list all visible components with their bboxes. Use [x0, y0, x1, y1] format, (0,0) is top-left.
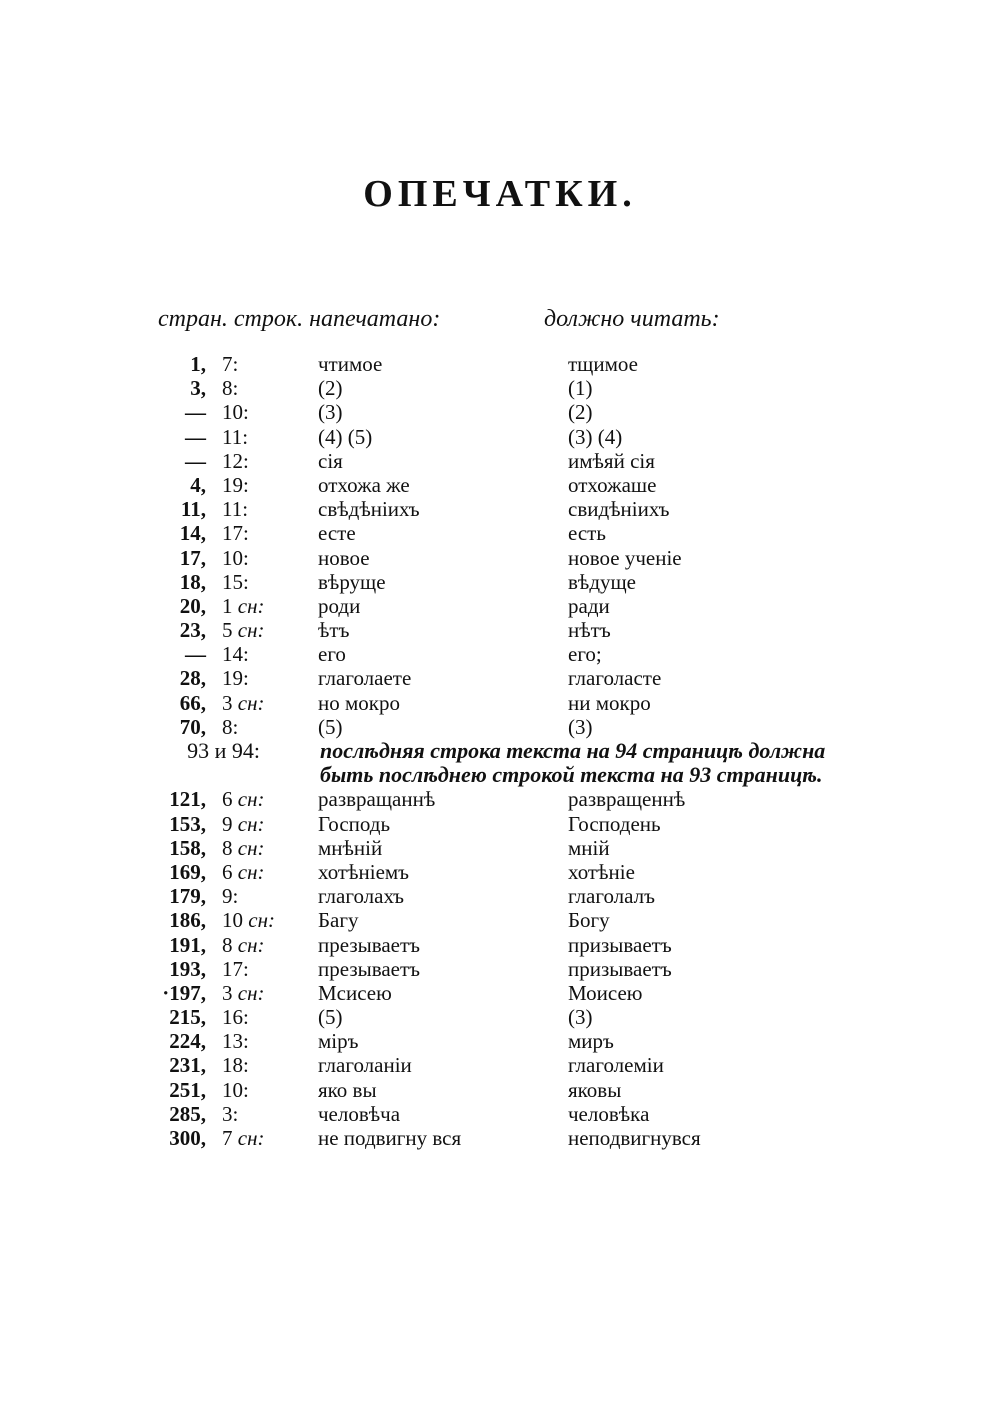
row-page-number: ·197, [162, 980, 206, 1005]
row-correct-text: развращеннѣ [568, 787, 686, 812]
table-row [0, 425, 1000, 449]
row-line-value: 7: [222, 352, 239, 376]
table-row [0, 618, 1000, 642]
row-line-value: 8 [222, 835, 233, 860]
row-line-value: 1 [222, 593, 233, 618]
row-page-number: 70, [179, 714, 206, 739]
row-page-number: 191, [169, 932, 206, 957]
row-printed-text: вѣруще [318, 569, 386, 594]
row-line-value: 10 [222, 908, 243, 933]
row-line-number [222, 1029, 312, 1053]
row-page-number: 224, [169, 1029, 206, 1054]
row-line-number [222, 546, 312, 570]
row-correct-text: есть [568, 521, 606, 546]
row-correct-text: хотѣніе [568, 859, 635, 884]
row-line-value: 19: [222, 666, 249, 691]
table-row [0, 957, 1000, 981]
row-correct-text: (3) [568, 1005, 593, 1030]
row-line-number [222, 473, 312, 497]
row-line-from-bottom-mark: сн: [237, 1126, 265, 1150]
row-line-number [222, 981, 312, 1005]
row-line-number [222, 908, 312, 932]
table-row [0, 352, 1000, 376]
row-line-value: 18: [222, 1053, 249, 1078]
row-page-number: 1, [190, 352, 206, 376]
row-line-number [222, 449, 312, 473]
table-row [0, 666, 1000, 690]
table-row [0, 1126, 1000, 1150]
row-page-number: — [185, 642, 206, 667]
row-line-value: 5 [222, 618, 233, 643]
row-page-number: 186, [169, 908, 206, 933]
table-row [0, 981, 1000, 1005]
row-page-number: 4, [190, 472, 206, 497]
row-line-value: 7 [222, 1126, 233, 1150]
row-correct-text: свидѣніихъ [568, 497, 670, 522]
row-line-from-bottom-mark: сн: [237, 618, 265, 643]
row-correct-text: (3) (4) [568, 424, 623, 449]
row-page-number: 231, [169, 1053, 206, 1078]
row-line-value: 8: [222, 714, 239, 739]
row-line-from-bottom-mark: сн: [237, 835, 265, 860]
row-page-number: 179, [169, 884, 206, 909]
row-line-value: 10: [222, 545, 249, 570]
row-printed-text: яко вы [318, 1077, 377, 1102]
row-line-number [222, 594, 312, 618]
row-line-number [222, 715, 312, 739]
note-text-line-2: быть послѣднею строкой текста на 93 страницѣ. [320, 762, 823, 788]
table-row [0, 812, 1000, 836]
row-page-number: 251, [169, 1077, 206, 1102]
row-line-number [222, 884, 312, 908]
row-line-number [222, 812, 312, 836]
table-row [0, 1005, 1000, 1029]
row-line-number [222, 933, 312, 957]
row-line-value: 15: [222, 569, 249, 594]
row-printed-text: презываетъ [318, 956, 421, 981]
row-page-number: 169, [169, 859, 206, 884]
row-line-number [222, 618, 312, 642]
row-line-from-bottom-mark: сн: [237, 690, 265, 715]
row-line-value: 11: [222, 497, 249, 522]
row-page-number: 18, [179, 569, 206, 594]
row-line-number [222, 642, 312, 666]
row-correct-text: (1) [568, 376, 593, 401]
row-line-number [222, 1126, 312, 1150]
row-correct-text: глаголеміи [568, 1053, 664, 1078]
errata-note-row [0, 739, 1000, 763]
table-row [0, 497, 1000, 521]
table-row [0, 521, 1000, 545]
row-printed-text: хотѣніемъ [318, 859, 410, 884]
row-printed-text: сія [318, 448, 343, 473]
row-page-number: 121, [169, 787, 206, 812]
row-page-number: 11, [180, 497, 206, 522]
table-row [0, 908, 1000, 932]
row-correct-text: (2) [568, 400, 593, 425]
row-line-value: 10: [222, 400, 249, 425]
row-line-from-bottom-mark: сн: [237, 859, 265, 884]
row-page-number: 285, [169, 1101, 206, 1126]
table-row [0, 376, 1000, 400]
row-correct-text: новое ученіе [568, 545, 682, 570]
row-line-from-bottom-mark: сн: [237, 980, 265, 1005]
table-row [0, 570, 1000, 594]
row-printed-text: Мсисею [318, 980, 392, 1005]
table-row [0, 546, 1000, 570]
row-page-number: 28, [179, 666, 206, 691]
row-line-number [222, 352, 312, 376]
row-page-number: 3, [190, 376, 206, 401]
row-line-value: 3 [222, 980, 233, 1005]
row-correct-text: призываетъ [568, 932, 672, 957]
row-line-number [222, 400, 312, 424]
row-line-number [222, 425, 312, 449]
table-row [0, 884, 1000, 908]
row-correct-text: Богу [568, 908, 610, 933]
row-printed-text: глаголахъ [318, 884, 405, 909]
row-line-number [222, 957, 312, 981]
row-printed-text: роди [318, 593, 361, 618]
row-correct-text: человѣка [568, 1101, 650, 1126]
row-line-number [222, 570, 312, 594]
table-row [0, 836, 1000, 860]
row-line-number [222, 836, 312, 860]
row-correct-text: яковы [568, 1077, 622, 1102]
row-correct-text: его; [568, 642, 602, 667]
errata-table [0, 352, 1000, 1150]
row-line-value: 14: [222, 642, 249, 667]
row-line-value: 6 [222, 859, 233, 884]
table-row [0, 787, 1000, 811]
table-row [0, 1029, 1000, 1053]
table-row [0, 860, 1000, 884]
row-printed-text: мнѣній [318, 835, 383, 860]
note-text-line-1: послѣдняя строка текста на 94 страницѣ должна [320, 738, 826, 763]
row-page-number: — [185, 400, 206, 425]
row-correct-text: ни мокро [568, 690, 651, 715]
row-line-from-bottom-mark: сн: [237, 811, 265, 836]
column-header-printed: стран. строк. напечатано: [158, 306, 441, 332]
row-line-value: 13: [222, 1029, 249, 1054]
table-row [0, 400, 1000, 424]
row-line-number [222, 521, 312, 545]
row-correct-text: глаголалъ [568, 884, 655, 909]
row-printed-text: (5) [318, 1005, 343, 1030]
row-line-number [222, 860, 312, 884]
row-correct-text: призываетъ [568, 956, 672, 981]
row-printed-text: человѣча [318, 1101, 401, 1126]
row-page-number: 66, [179, 690, 206, 715]
row-printed-text: новое [318, 545, 370, 570]
row-printed-text: его [318, 642, 346, 667]
row-printed-text: міръ [318, 1029, 359, 1054]
table-row [0, 642, 1000, 666]
row-line-value: 16: [222, 1005, 249, 1030]
row-page-number: 14, [179, 521, 206, 546]
row-line-from-bottom-mark: сн: [248, 908, 275, 933]
note-pages: 93 и 94: [187, 738, 260, 763]
row-correct-text: мній [568, 835, 610, 860]
row-page-number: 17, [179, 545, 206, 570]
row-correct-text: тщимое [568, 352, 638, 376]
row-printed-text: свѣдѣніихъ [318, 497, 420, 522]
row-line-number [222, 1053, 312, 1077]
row-printed-text: глаголаніи [318, 1053, 412, 1078]
row-printed-text: но мокро [318, 690, 400, 715]
row-line-value: 8 [222, 932, 233, 957]
row-printed-text: есте [318, 521, 356, 546]
row-line-number [222, 1102, 312, 1126]
row-printed-text: (3) [318, 400, 343, 425]
row-page-number: — [185, 424, 206, 449]
table-row [0, 1078, 1000, 1102]
row-page-number: 158, [169, 835, 206, 860]
row-correct-text: Моисею [568, 980, 643, 1005]
row-line-value: 3 [222, 690, 233, 715]
row-correct-text: вѣдуще [568, 569, 636, 594]
errata-rows-first [0, 352, 1000, 739]
row-correct-text: неподвигнувся [568, 1126, 701, 1150]
row-line-number [222, 376, 312, 400]
row-page-number: 153, [169, 811, 206, 836]
row-page-number: 215, [169, 1005, 206, 1030]
row-line-from-bottom-mark: сн: [237, 787, 265, 812]
row-line-value: 10: [222, 1077, 249, 1102]
row-line-number [222, 666, 312, 690]
row-printed-text: чтимое [318, 352, 383, 376]
row-line-value: 17: [222, 521, 249, 546]
row-page-number: — [185, 448, 206, 473]
row-line-value: 3: [222, 1101, 239, 1126]
row-page-number: 20, [179, 593, 206, 618]
row-line-from-bottom-mark: сн: [237, 593, 265, 618]
row-correct-text: имѣяй сія [568, 448, 655, 473]
row-line-number [222, 497, 312, 521]
row-printed-text: (4) (5) [318, 424, 373, 449]
row-correct-text: отхожаше [568, 472, 657, 497]
row-printed-text: глаголаете [318, 666, 412, 691]
table-row [0, 473, 1000, 497]
row-correct-text: глаголасте [568, 666, 662, 691]
row-line-value: 6 [222, 787, 233, 812]
column-header-correct: должно читать: [544, 306, 720, 332]
table-row [0, 933, 1000, 957]
row-printed-text: (5) [318, 714, 343, 739]
errata-note-continuation [0, 763, 1000, 787]
row-correct-text: Господень [568, 811, 661, 836]
row-page-number: 193, [169, 956, 206, 981]
row-printed-text: презываетъ [318, 932, 421, 957]
row-page-number: 23, [179, 618, 206, 643]
row-line-value: 11: [222, 424, 249, 449]
row-printed-text: (2) [318, 376, 343, 401]
row-line-value: 12: [222, 448, 249, 473]
row-line-from-bottom-mark: сн: [237, 932, 265, 957]
row-line-number [222, 1005, 312, 1029]
row-line-value: 9 [222, 811, 233, 836]
table-row [0, 1053, 1000, 1077]
row-printed-text: развращаннѣ [318, 787, 436, 812]
row-printed-text: Багу [318, 908, 359, 933]
row-line-value: 17: [222, 956, 249, 981]
row-printed-text: ѣтъ [318, 618, 350, 643]
row-printed-text: Господь [318, 811, 391, 836]
table-row [0, 715, 1000, 739]
row-line-value: 8: [222, 376, 239, 401]
row-line-number [222, 691, 312, 715]
row-correct-text: миръ [568, 1029, 614, 1054]
row-line-value: 9: [222, 884, 239, 909]
row-line-number [222, 1078, 312, 1102]
table-row [0, 1102, 1000, 1126]
row-line-value: 19: [222, 472, 249, 497]
row-page-number: 300, [169, 1126, 206, 1150]
row-line-number [222, 787, 312, 811]
row-correct-text: ради [568, 593, 610, 618]
page-title: ОПЕЧАТКИ. [363, 173, 637, 215]
table-row [0, 449, 1000, 473]
table-row [0, 691, 1000, 715]
table-row [0, 594, 1000, 618]
row-correct-text: нѣтъ [568, 618, 611, 643]
row-printed-text: не подвигну вся [318, 1126, 462, 1150]
row-correct-text: (3) [568, 714, 593, 739]
row-printed-text: отхожа же [318, 472, 410, 497]
errata-rows-second [0, 787, 1000, 1150]
